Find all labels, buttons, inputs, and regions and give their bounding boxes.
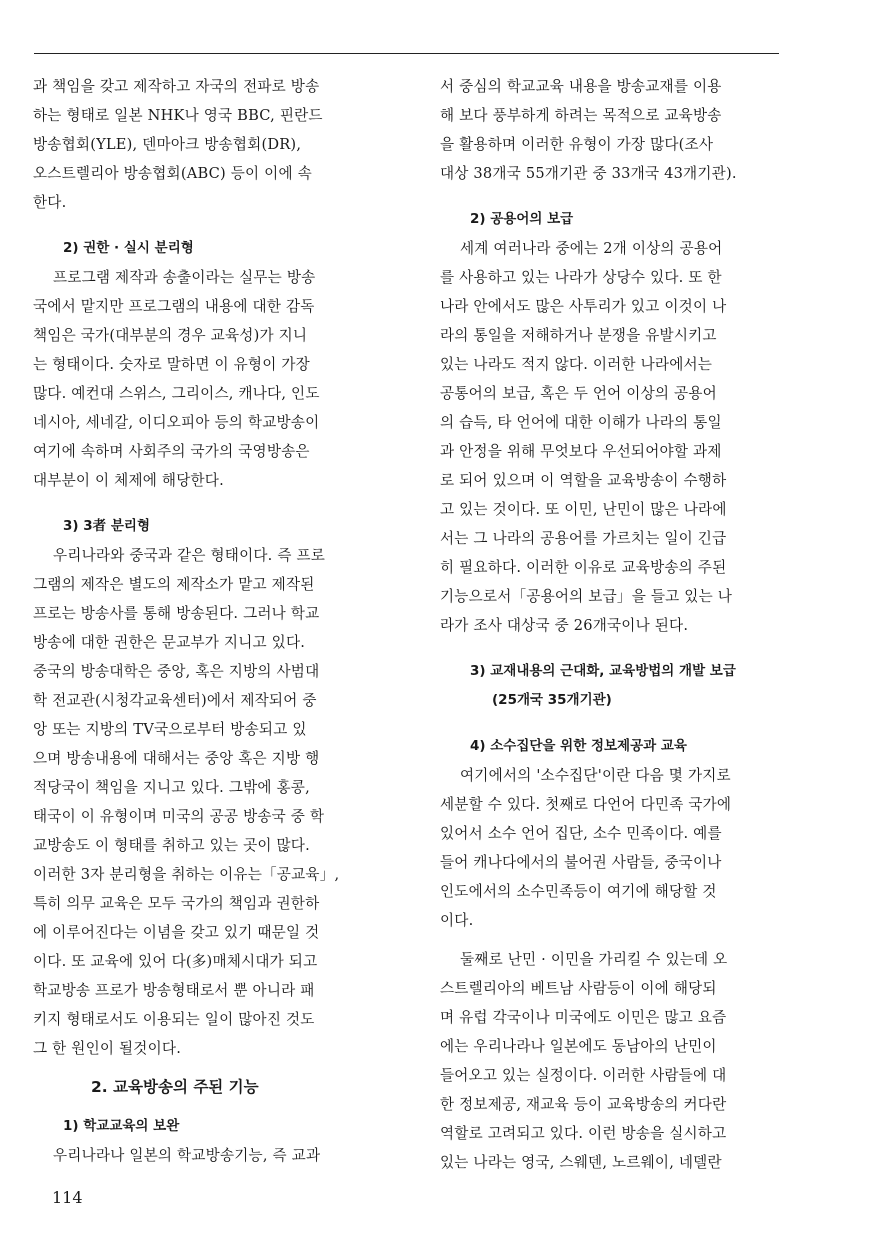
text-line: 국에서 맡지만 프로그램의 내용에 대한 감독: [33, 298, 315, 315]
text-line: 로 되어 있으며 이 역할을 교육방송이 수행하: [440, 472, 727, 489]
text-line: 히 필요하다. 이러한 이유로 교육방송의 주된: [440, 559, 727, 576]
text-line: 세분할 수 있다. 첫째로 다언어 다민족 국가에: [440, 796, 732, 813]
text-line: 을 활용하며 이러한 유형이 가장 많다(조사: [440, 136, 714, 153]
text-line: 방송에 대한 권한은 문교부가 지니고 있다.: [33, 634, 306, 651]
text-line: 를 사용하고 있는 나라가 상당수 있다. 또 한: [440, 269, 722, 286]
text-line: 인도에서의 소수민족등이 여기에 해당할 것: [440, 883, 717, 900]
text-line: 공통어의 보급, 혹은 두 언어 이상의 공용어: [440, 385, 717, 402]
text-line: 이다. 또 교육에 있어 다(多)매체시대가 되고: [33, 953, 318, 970]
text-line: 네시아, 세네갈, 이디오피아 등의 학교방송이: [33, 414, 320, 431]
text-line: 키지 형태로서도 이용되는 일이 많아진 것도: [33, 1011, 315, 1028]
left-column: [33, 72, 383, 1170]
paragraph: [440, 72, 790, 188]
text-line: 중국의 방송대학은 중앙, 혹은 지방의 사범대: [33, 663, 320, 680]
text-line: 둘째로 난민 · 이민을 가리킬 수 있는데 오: [460, 951, 728, 968]
text-line: 있어서 소수 언어 집단, 소수 민족이다. 예를: [440, 825, 722, 842]
section-heading: 2. 교육방송의 주된 기능: [91, 1078, 259, 1096]
text-line: 태국이 이 유형이며 미국의 공공 방송국 중 학: [33, 808, 325, 825]
text-line: 에는 우리나라나 일본에도 동남아의 난민이: [440, 1038, 717, 1055]
text-line: 이러한 3자 분리형을 취하는 이유는「공교육」,: [33, 866, 340, 883]
text-line: 이다.: [440, 912, 474, 929]
text-line: 우리나라와 중국과 같은 형태이다. 즉 프로: [53, 547, 326, 564]
paragraph: [33, 1141, 383, 1170]
paragraph: [440, 945, 790, 1177]
text-line: 대상 38개국 55개기관 중 33개국 43개기관).: [440, 165, 737, 182]
text-line: 들어 캐나다에서의 불어권 사람들, 중국이나: [440, 854, 722, 871]
text-line: 해 보다 풍부하게 하려는 목적으로 교육방송: [440, 107, 722, 124]
text-line: 여기에 속하며 사회주의 국가의 국영방송은: [33, 443, 310, 460]
text-line: 책임은 국가(대부분의 경우 교육성)가 지니: [33, 327, 308, 344]
right-column: [440, 72, 790, 1177]
subheading: 3) 3者 분리형: [63, 518, 150, 534]
text-line: 라가 조사 대상국 중 26개국이나 된다.: [440, 617, 689, 634]
text-line: 에 이루어진다는 이념을 갖고 있기 때문일 것: [33, 924, 320, 941]
subheading-continuation: (25개국 35개기관): [492, 692, 612, 708]
text-line: 세계 여러나라 중에는 2개 이상의 공용어: [460, 240, 723, 257]
text-line: 의 습득, 타 언어에 대한 이해가 나라의 통일: [440, 414, 722, 431]
text-line: 고 있는 것이다. 또 이민, 난민이 많은 나라에: [440, 501, 727, 518]
text-line: 그 한 원인이 될것이다.: [33, 1040, 182, 1057]
text-line: 여기에서의 '소수집단'이란 다음 몇 가지로: [460, 767, 731, 784]
paragraph: [33, 541, 383, 1063]
text-line: 과 책임을 갖고 제작하고 자국의 전파로 방송: [33, 78, 320, 95]
text-line: 한다.: [33, 194, 67, 211]
text-line: 교방송도 이 형태를 취하고 있는 곳이 많다.: [33, 837, 310, 854]
paragraph: [440, 234, 790, 640]
top-rule: [34, 53, 779, 54]
text-line: 프로는 방송사를 통해 방송된다. 그러나 학교: [33, 605, 320, 622]
subheading: 4) 소수집단을 위한 정보제공과 교육: [470, 738, 687, 754]
text-line: 라의 통일을 저해하거나 분쟁을 유발시키고: [440, 327, 717, 344]
text-line: 으며 방송내용에 대해서는 중앙 혹은 지방 행: [33, 750, 320, 767]
text-line: 우리나라나 일본의 학교방송기능, 즉 교과: [53, 1147, 321, 1164]
paragraph: [33, 263, 383, 495]
text-line: 과 안정을 위해 무엇보다 우선되어야할 과제: [440, 443, 722, 460]
text-line: 방송협회(YLE), 덴마아크 방송협회(DR),: [33, 136, 302, 153]
text-line: 그램의 제작은 별도의 제작소가 맡고 제작된: [33, 576, 315, 593]
text-line: 특히 의무 교육은 모두 국가의 책임과 권한하: [33, 895, 320, 912]
text-line: 서 중심의 학교교육 내용을 방송교재를 이용: [440, 78, 722, 95]
text-line: 며 유럽 각국이나 미국에도 이민은 많고 요즘: [440, 1009, 727, 1026]
text-line: 학 전교관(시청각교육센터)에서 제작되어 중: [33, 692, 317, 709]
text-line: 있는 나라는 영국, 스웨덴, 노르웨이, 네델란: [440, 1154, 722, 1171]
text-line: 적당국이 책임을 지니고 있다. 그밖에 홍콩,: [33, 779, 310, 796]
text-line: 역할로 고려되고 있다. 이런 방송을 실시하고: [440, 1125, 727, 1142]
text-line: 대부분이 이 체제에 해당한다.: [33, 472, 224, 489]
page-number: 114: [52, 1188, 83, 1207]
subheading: 1) 학교교육의 보완: [63, 1118, 180, 1134]
text-line: 스트렐리아의 베트남 사람등이 이에 해당되: [440, 980, 717, 997]
text-line: 나라 안에서도 많은 사투리가 있고 이것이 나: [440, 298, 727, 315]
subheading: 3) 교재내용의 근대화, 교육방법의 개발 보급: [470, 663, 736, 679]
text-line: 오스트렐리아 방송협회(ABC) 등이 이에 속: [33, 165, 312, 182]
paragraph: [33, 72, 383, 217]
text-line: 하는 형태로 일본 NHK나 영국 BBC, 핀란드: [33, 107, 323, 124]
paragraph: [440, 761, 790, 935]
text-line: 서는 그 나라의 공용어를 가르치는 일이 긴급: [440, 530, 727, 547]
subheading: 2) 권한 · 실시 분리형: [63, 240, 194, 256]
text-line: 기능으로서「공용어의 보급」을 들고 있는 나: [440, 588, 733, 605]
text-line: 학교방송 프로가 방송형태로서 뿐 아니라 패: [33, 982, 315, 999]
text-line: 많다. 예컨대 스위스, 그리이스, 캐나다, 인도: [33, 385, 320, 402]
text-line: 들어오고 있는 실정이다. 이러한 사람들에 대: [440, 1067, 727, 1084]
text-line: 한 정보제공, 재교육 등이 교육방송의 커다란: [440, 1096, 727, 1113]
text-line: 는 형태이다. 숫자로 말하면 이 유형이 가장: [33, 356, 310, 373]
subheading: 2) 공용어의 보급: [470, 211, 574, 227]
text-line: 프로그램 제작과 송출이라는 실무는 방송: [53, 269, 316, 286]
text-line: 있는 나라도 적지 않다. 이러한 나라에서는: [440, 356, 713, 373]
text-line: 앙 또는 지방의 TV국으로부터 방송되고 있: [33, 721, 307, 738]
